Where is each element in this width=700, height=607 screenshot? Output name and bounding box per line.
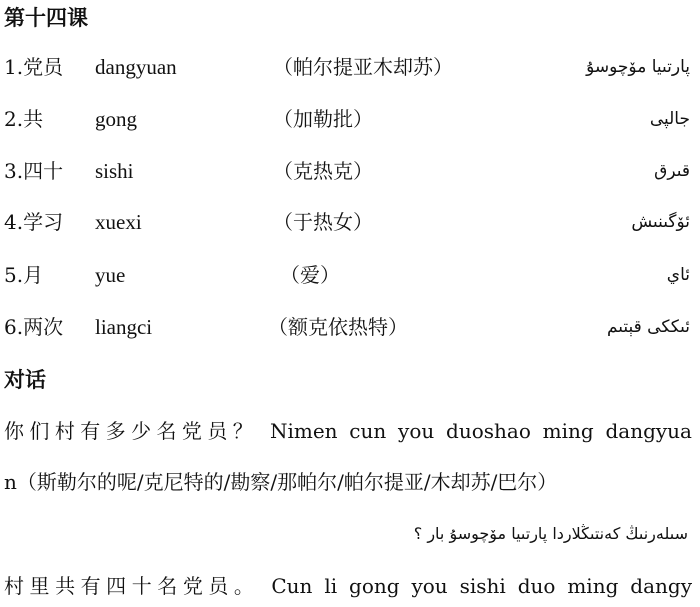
- vocab-word: 1.党员: [4, 55, 64, 79]
- vocab-pinyin: sishi: [95, 159, 134, 183]
- vocab-pinyin: gong: [95, 107, 137, 131]
- dialogue-line: n（斯勒尔的呢/克尼特的/勘察/那帕尔/帕尔提亚/木却苏/巴尔）: [4, 470, 558, 494]
- vocab-row: [0, 260, 700, 290]
- vocab-word: 5.月: [4, 263, 44, 287]
- vocab-gloss: （于热女）: [273, 210, 373, 234]
- vocab-row: [0, 104, 700, 134]
- dialogue-title: 对话: [4, 368, 46, 392]
- vocab-row: [0, 156, 700, 186]
- vocab-word: 3.四十: [4, 159, 64, 183]
- dialogue-line: 村里共有四十名党员。 Cun li gong you sishi duo ming dangy: [4, 574, 692, 598]
- vocab-row: [0, 52, 700, 82]
- vocab-word: 2.共: [4, 107, 44, 131]
- vocab-pinyin: liangci: [95, 315, 153, 339]
- vocab-uyghur: پارتىيا مۆچوسۇ: [586, 57, 690, 77]
- dialogue-line: 你们村有多少名党员？ Nimen cun you duoshao ming dangyua: [4, 419, 692, 443]
- vocab-uyghur: ئاي: [666, 265, 690, 285]
- vocab-gloss: （加勒批）: [273, 107, 373, 131]
- lesson-title: 第十四课: [4, 6, 88, 30]
- vocab-word: 4.学习: [4, 210, 64, 234]
- vocab-uyghur: جالپى: [649, 109, 690, 129]
- vocab-uyghur: ئىككى قېتىم: [606, 317, 690, 337]
- vocab-uyghur: ئۆگىنىش: [631, 212, 690, 232]
- vocab-pinyin: xuexi: [95, 210, 142, 234]
- vocab-pinyin: yue: [95, 263, 126, 287]
- vocab-gloss: （克热克）: [273, 159, 373, 183]
- vocab-gloss: （爱）: [280, 263, 340, 287]
- vocab-gloss: （额克依热特）: [268, 315, 408, 339]
- vocab-row: [0, 207, 700, 237]
- vocab-row: [0, 312, 700, 342]
- dialogue-uyghur-line: سىلەرنىڭ كەنتىڭلاردا پارتىيا مۆچوسۇ بار ؟: [413, 524, 688, 543]
- vocab-gloss: （帕尔提亚木却苏）: [273, 55, 453, 79]
- vocab-word: 6.两次: [4, 315, 64, 339]
- vocab-uyghur: قىرق: [654, 161, 690, 181]
- vocab-pinyin: dangyuan: [95, 55, 177, 79]
